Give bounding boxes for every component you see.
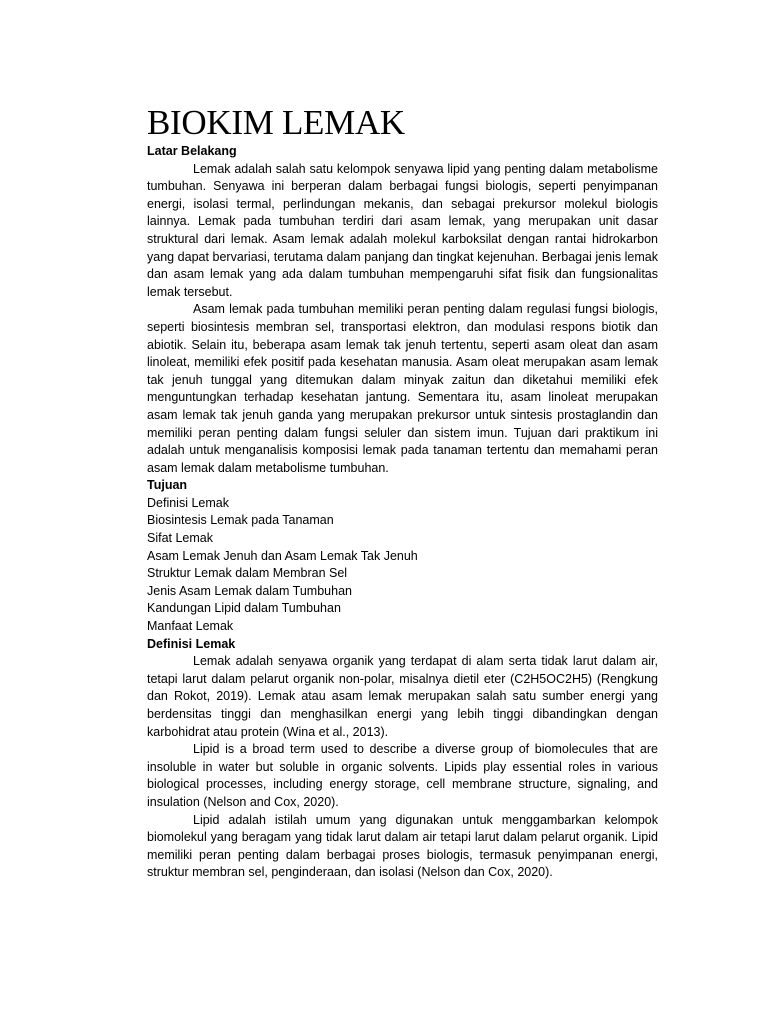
definition-paragraph-1: Lemak adalah senyawa organik yang terdapat di alam serta tidak larut dalam air, tetapi larut dalam pelarut organik non-polar, misalnya dietil eter (C2H5OC2H5) (Rengkung dan Rokot, 2019). Lemak atau asam lemak merupakan salah satu sumber energi yang berdensitas tinggi dan menghasilkan energi yang lebih tinggi dibandingkan dengan karbohidrat atau protein (Wina et al., 2013). (147, 654, 658, 739)
topic-list-item: Struktur Lemak dalam Membran Sel (147, 566, 348, 581)
background-paragraph-2: Asam lemak pada tumbuhan memiliki peran penting dalam regulasi fungsi biologis, seperti biosintesis membran sel, transportasi elektron, dan modulasi respons biotik dan abiotik. Selain itu, beberapa asam lemak tak jenuh tertentu, seperti asam oleat dan asam linoleat, memiliki efek positif pada kesehatan manusia. Asam oleat merupakan asam lemak tak jenuh tunggal yang ditemukan dalam minyak zaitun dan diketahui memiliki efek menguntungkan terhadap kesehatan jantung. Sementara itu, asam linoleat merupakan asam lemak tak jenuh ganda yang merupakan prekursor untuk sintesis prostaglandin dan memiliki peran penting dalam fungsi seluler dan sistem imun. Tujuan dari praktikum ini adalah untuk menganalisis komposisi lemak pada tanaman tertentu dan memahami peran asam lemak dalam metabolisme tumbuhan. (147, 302, 658, 475)
topic-list-item: Jenis Asam Lemak dalam Tumbuhan (147, 583, 352, 598)
definition-heading: Definisi Lemak (147, 636, 236, 651)
background-paragraph-1: Lemak adalah salah satu kelompok senyawa lipid yang penting dalam metabolisme tumbuhan. Senyawa ini berperan dalam berbagai fungsi biologis, seperti penyimpanan energi, isolasi termal, perlindungan mekanis, dan sebagai prekursor molekul biologis lainnya. Lemak pada tumbuhan terdiri dari asam lemak, yang merupakan unit dasar struktural dari lemak. Asam lemak adalah molekul karboksilat dengan rantai hidrokarbon yang dapat bervariasi, terutama dalam panjang dan tingkat kejenuhan. Berbagai jenis lemak dan asam lemak yang ada dalam tumbuhan mempengaruhi sifat fisik dan fungsionalitas lemak tersebut. (147, 161, 658, 299)
topic-list-item: Sifat Lemak (147, 531, 214, 546)
topic-list-item: Kandungan Lipid dalam Tumbuhan (147, 601, 341, 616)
topic-list (147, 495, 658, 636)
topic-list-item: Manfaat Lemak (147, 619, 234, 634)
document-title: BIOKIM LEMAK (147, 103, 405, 142)
document-page (147, 103, 658, 882)
goals-heading: Tujuan (147, 478, 188, 493)
topic-list-item: Biosintesis Lemak pada Tanaman (147, 513, 334, 528)
background-heading: Latar Belakang (147, 144, 237, 158)
topic-list-item: Asam Lemak Jenuh dan Asam Lemak Tak Jenuh (147, 548, 418, 563)
topic-list-item: Definisi Lemak (147, 495, 229, 510)
definition-paragraph-3: Lipid adalah istilah umum yang digunakan untuk menggambarkan kelompok biomolekul yang beragam yang tidak larut dalam air tetapi larut dalam pelarut organik. Lipid memiliki peran penting dalam berbagai proses biologis, termasuk penyimpanan energi, struktur membran sel, penginderaan, dan isolasi (Nelson dan Cox, 2020). (147, 812, 658, 880)
definition-paragraph-2: Lipid is a broad term used to describe a diverse group of biomolecules that are insoluble in water but soluble in organic solvents. Lipids play essential roles in various biological processes, including energy storage, cell membrane structure, signaling, and insulation (Nelson and Cox, 2020). (147, 742, 658, 809)
